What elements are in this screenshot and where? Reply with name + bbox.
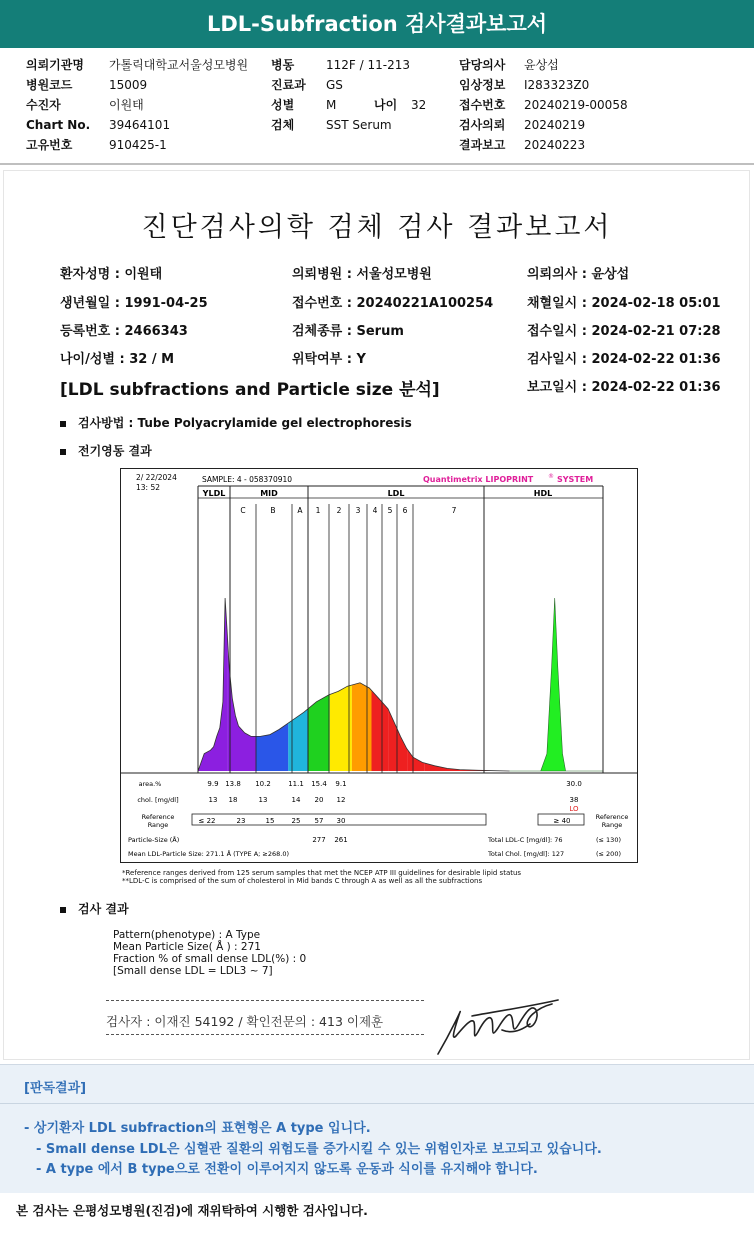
total-ldl-ref: (≤ 130) — [596, 836, 621, 844]
area-value: 11.1 — [288, 780, 304, 788]
interpretation-panel — [0, 1064, 754, 1193]
field-label: 임상정보 — [459, 78, 506, 92]
reference-value: 23 — [236, 817, 246, 825]
footer-note: 본 검사는 은평성모병원(진검)에 재위탁하여 시행한 검사입니다. — [16, 1203, 368, 1218]
header-col-3-values — [524, 58, 628, 158]
area-value: 9.9 — [207, 780, 219, 788]
chol-value: 18 — [228, 796, 238, 804]
particle-size-value: 261 — [334, 836, 348, 844]
result-line: [Small dense LDL = LDL3 ~ 7] — [113, 965, 273, 977]
reference-value: ≥ 40 — [553, 817, 571, 825]
bullet-icon — [60, 421, 66, 427]
hdl-lo-flag: LO — [569, 805, 579, 813]
info-specimen: 검체종류 : Serum — [292, 324, 404, 339]
row-label-reference: Reference — [141, 813, 175, 821]
area-value: 13.8 — [225, 780, 241, 788]
field-value: 112F / 11-213 — [326, 58, 410, 72]
reference-value: 15 — [265, 817, 275, 825]
field-label: 병동 — [271, 58, 295, 72]
reference-right-label: Reference — [595, 813, 629, 821]
field-label: 병원코드 — [26, 78, 73, 92]
info-receive-time: 접수일시 : 2024-02-21 07:28 — [527, 324, 721, 339]
mean-particle-size: Mean LDL-Particle Size: 271.1 Å (TYPE A; ≥268.0) — [128, 850, 289, 858]
band-label-6: 6 — [402, 506, 408, 515]
field-value: 20240219-00058 — [524, 98, 628, 112]
chol-value: 20 — [314, 796, 324, 804]
field-label: 고유번호 — [26, 138, 73, 152]
footnote-2: **LDL-C is comprised of the sum of cholesterol in Mid bands C through A as well as all the subfractions — [122, 877, 483, 885]
electrophoresis-chart — [120, 468, 638, 863]
field-label: 검체 — [271, 118, 295, 132]
info-consign: 위탁여부 : Y — [292, 352, 366, 367]
field-value: 윤상섭 — [524, 58, 559, 72]
age-field — [374, 98, 426, 113]
field-label: 의뢰기관명 — [26, 58, 84, 72]
band-label-A: A — [297, 506, 303, 515]
region-label-hdl: HDL — [533, 489, 553, 498]
row-label-area: area.% — [138, 780, 162, 788]
field-label: 진료과 — [271, 78, 306, 92]
field-value: 15009 — [109, 78, 148, 92]
chol-value: 13 — [208, 796, 218, 804]
method-text: 검사방법 : Tube Polyacrylamide gel electrophoresis — [78, 416, 412, 430]
total-chol-ref: (≤ 200) — [596, 850, 621, 858]
band-label-5: 5 — [387, 506, 393, 515]
region-label-yldl: YLDL — [202, 489, 226, 498]
signature-divider-top — [106, 1000, 424, 1001]
area-value: 9.1 — [335, 780, 347, 788]
interpretation-divider — [0, 1103, 754, 1104]
field-value: I283323Z0 — [524, 78, 590, 92]
field-label: 담당의사 — [459, 58, 506, 72]
field-value: SST Serum — [326, 118, 392, 132]
footnote-1: *Reference ranges derived from 125 serum samples that met the NCEP ATP III guidelines for desirable lipid status — [122, 869, 522, 877]
info-birthdate: 생년월일 : 1991-04-25 — [60, 296, 208, 311]
reference-value: 25 — [291, 817, 301, 825]
band-label-2: 2 — [336, 506, 342, 515]
chol-value: 12 — [336, 796, 346, 804]
band-fill-5 — [330, 685, 352, 771]
age-label: 나이 — [374, 98, 398, 112]
row-label-chol: chol. [mg/dl] — [137, 796, 179, 804]
field-value: 이원태 — [109, 98, 144, 112]
header-col-2 — [271, 58, 306, 138]
header-divider — [0, 163, 754, 165]
region-label-ldl: LDL — [387, 489, 405, 498]
reference-right-range: Range — [601, 821, 623, 829]
band-label-4: 4 — [372, 506, 378, 515]
electro-text: 전기영동 결과 — [78, 444, 152, 458]
band-label-B: B — [270, 506, 276, 515]
age-value: 32 — [411, 98, 427, 112]
report-heading: 진단검사의학 검체 검사 결과보고서 — [141, 212, 613, 243]
chart-sample: SAMPLE: 4 - 058370910 — [202, 475, 293, 484]
total-ldl: Total LDL-C [mg/dl]: 76 — [488, 836, 563, 844]
field-label: 결과보고 — [459, 138, 506, 152]
info-test-time: 검사일시 : 2024-02-22 01:36 — [527, 352, 721, 367]
info-collect-time: 채혈일시 : 2024-02-18 05:01 — [527, 296, 721, 311]
row-label-range: Range — [147, 821, 169, 829]
info-report-time: 보고일시 : 2024-02-22 01:36 — [527, 380, 721, 395]
brand-suffix: SYSTEM — [557, 475, 594, 484]
info-age-sex: 나이/성별 : 32 / M — [60, 352, 175, 367]
area-value: 10.2 — [255, 780, 271, 788]
analysis-subtitle: [LDL subfractions and Particle size 분석] — [60, 380, 440, 400]
field-value: M — [326, 98, 337, 112]
chart-time: 13: 52 — [136, 483, 160, 492]
electro-bullet — [60, 442, 152, 459]
info-register-no: 등록번호 : 2466343 — [60, 324, 188, 339]
field-value: 39464101 — [109, 118, 171, 132]
band-label-C: C — [240, 506, 246, 515]
field-value: 20240223 — [524, 138, 586, 152]
particle-size-value: 277 — [312, 836, 326, 844]
bullet-icon — [60, 907, 66, 913]
info-patient-name: 환자성명 : 이원태 — [60, 267, 163, 282]
field-label: Chart No. — [26, 118, 91, 132]
header-col-1 — [26, 58, 90, 158]
result-line: Pattern(phenotype) : A Type — [113, 929, 261, 941]
header-col-1-values — [109, 58, 248, 158]
field-value: 20240219 — [524, 118, 586, 132]
info-doctor: 의뢰의사 : 윤상섭 — [527, 267, 630, 282]
band-label-1: 1 — [315, 506, 321, 515]
chol-value: 13 — [258, 796, 268, 804]
reference-value: ≤ 22 — [198, 817, 216, 825]
result-heading: 검사 결과 — [78, 902, 129, 916]
handwritten-signature — [432, 990, 562, 1064]
electrophoresis-svg — [120, 468, 638, 863]
header-col-3 — [459, 58, 505, 158]
info-hospital: 의뢰병원 : 서울성모병원 — [292, 267, 432, 282]
result-line: Fraction % of small dense LDL(%) : 0 — [113, 953, 307, 965]
chol-value: 14 — [291, 796, 301, 804]
field-value: 910425-1 — [109, 138, 167, 152]
chol-value: 38 — [569, 796, 579, 804]
result-line: Mean Particle Size( Å ) : 271 — [113, 941, 261, 953]
area-value: 15.4 — [311, 780, 327, 788]
brand-name: Quantimetrix LIPOPRINT — [423, 475, 534, 484]
total-chol: Total Chol. [mg/dl]: 127 — [488, 850, 565, 858]
signer-line: 검사자 : 이재진 54192 / 확인전문의 : 413 이제훈 — [106, 1014, 384, 1029]
area-value: 30.0 — [566, 780, 582, 788]
brand-registered: ® — [548, 473, 554, 480]
chart-date: 2/ 22/2024 — [136, 473, 177, 482]
band-label-7: 7 — [451, 506, 457, 515]
band-label-3: 3 — [355, 506, 361, 515]
field-label: 접수번호 — [459, 98, 506, 112]
interpretation-title: [판독결과] — [24, 1081, 87, 1096]
field-label: 성별 — [271, 98, 295, 112]
result-bullet — [60, 900, 129, 917]
info-accession: 접수번호 : 20240221A100254 — [292, 296, 494, 311]
bullet-icon — [60, 449, 66, 455]
reference-value: 30 — [336, 817, 346, 825]
field-label: 수진자 — [26, 98, 61, 112]
region-label-mid: MID — [260, 489, 278, 498]
result-block — [113, 929, 306, 977]
signature-divider-bottom — [106, 1034, 424, 1035]
interpretation-line: - 상기환자 LDL subfraction의 표현형은 A type 입니다. — [24, 1121, 371, 1136]
report-title-bar: LDL-Subfraction 검사결과보고서 — [0, 0, 754, 48]
reference-value: 57 — [314, 817, 324, 825]
field-value: GS — [326, 78, 343, 92]
field-value: 가톨릭대학교서울성모병원 — [109, 58, 249, 72]
band-fill-6 — [352, 683, 372, 771]
method-bullet — [60, 414, 412, 431]
interpretation-line: - A type 에서 B type으로 전환이 이루어지지 않도록 운동과 식이를 유지해야 합니다. — [36, 1162, 538, 1177]
particle-size-label: Particle-Size (Å) — [128, 836, 180, 844]
interpretation-line: - Small dense LDL은 심혈관 질환의 위험도를 증가시킬 수 있는 위험인자로 보고되고 있습니다. — [36, 1142, 602, 1157]
field-label: 검사의뢰 — [459, 118, 506, 132]
